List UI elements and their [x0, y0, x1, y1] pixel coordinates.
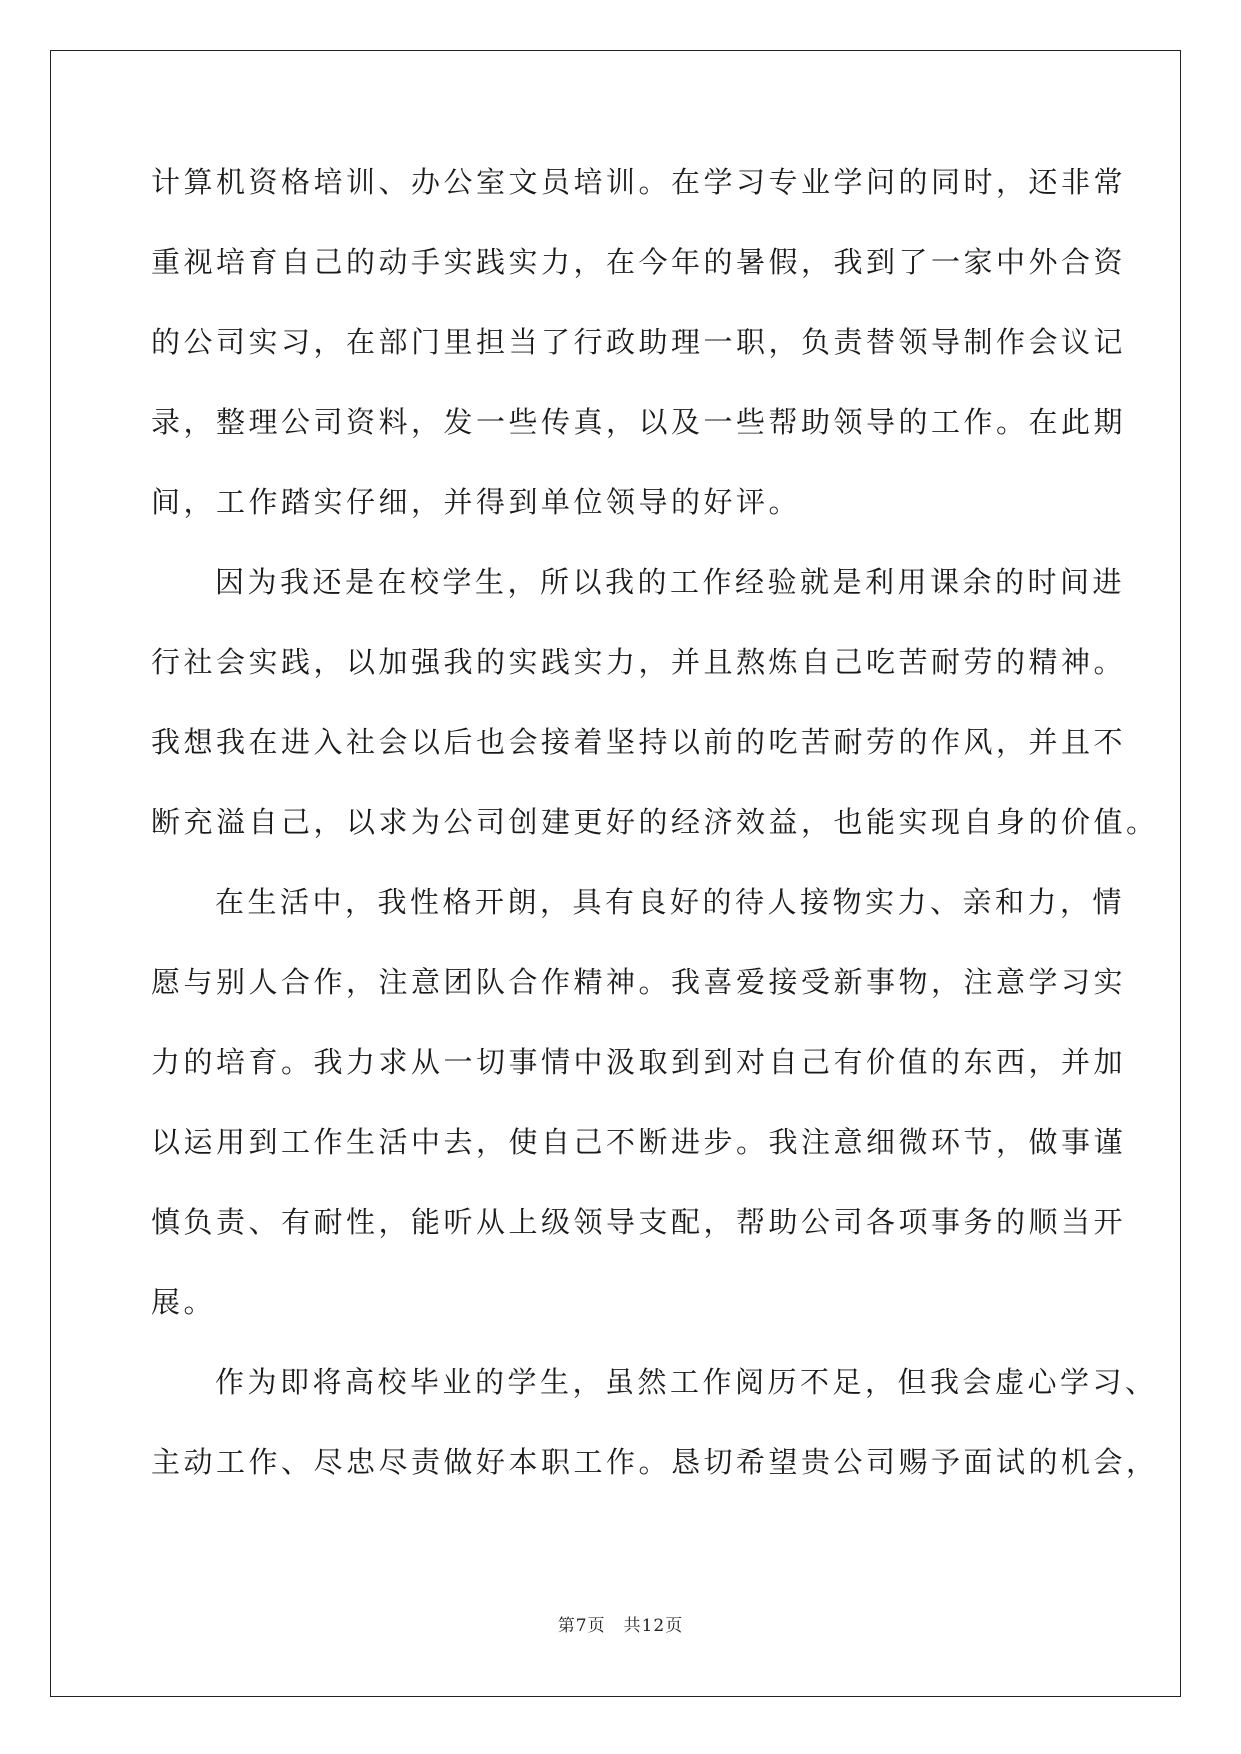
text-line: 录，整理公司资料，发一些传真，以及一些帮助领导的工作。在此期: [151, 405, 1127, 439]
text-line: 愿与别人合作，注意团队合作精神。我喜爱接受新事物，注意学习实: [151, 965, 1127, 999]
total-pages: 共12页: [623, 1616, 684, 1636]
text-line: 行社会实践，以加强我的实践实力，并且熬炼自己吃苦耐劳的精神。: [151, 645, 1127, 679]
text-line: 的公司实习，在部门里担当了行政助理一职，负责替领导制作会议记: [151, 325, 1127, 359]
text-line: 我想我在进入社会以后也会接着坚持以前的吃苦耐劳的作风，并且不: [151, 725, 1127, 759]
text-line: 慎负责、有耐性，能听从上级领导支配，帮助公司各项事务的顺当开: [151, 1205, 1127, 1239]
page-footer: [0, 1611, 1241, 1636]
page-number: 第7页: [557, 1616, 606, 1636]
text-line: 以运用到工作生活中去，使自己不断进步。我注意细微环节，做事谨: [151, 1125, 1127, 1159]
text-line: 重视培育自己的动手实践实力，在今年的暑假，我到了一家中外合资: [151, 245, 1127, 279]
paragraph-start-line: 作为即将高校毕业的学生，虽然工作阅历不足，但我会虚心学习、: [215, 1365, 1158, 1399]
paragraph-start-line: 因为我还是在校学生，所以我的工作经验就是利用课余的时间进: [215, 565, 1126, 599]
document-body: [151, 162, 1159, 1522]
paragraph-start-line: 在生活中，我性格开朗，具有良好的待人接物实力、亲和力，情: [215, 885, 1126, 919]
text-line: 断充溢自己，以求为公司创建更好的经济效益，也能实现自身的价值。: [151, 805, 1159, 839]
text-line: 力的培育。我力求从一切事情中汲取到到对自己有价值的东西，并加: [151, 1045, 1127, 1079]
text-line: 计算机资格培训、办公室文员培训。在学习专业学问的同时，还非常: [151, 165, 1127, 199]
text-line: 主动工作、尽忠尽责做好本职工作。恳切希望贵公司赐予面试的机会，: [151, 1445, 1159, 1479]
text-line: 展。: [151, 1285, 217, 1319]
text-line: 间，工作踏实仔细，并得到单位领导的好评。: [151, 485, 802, 519]
